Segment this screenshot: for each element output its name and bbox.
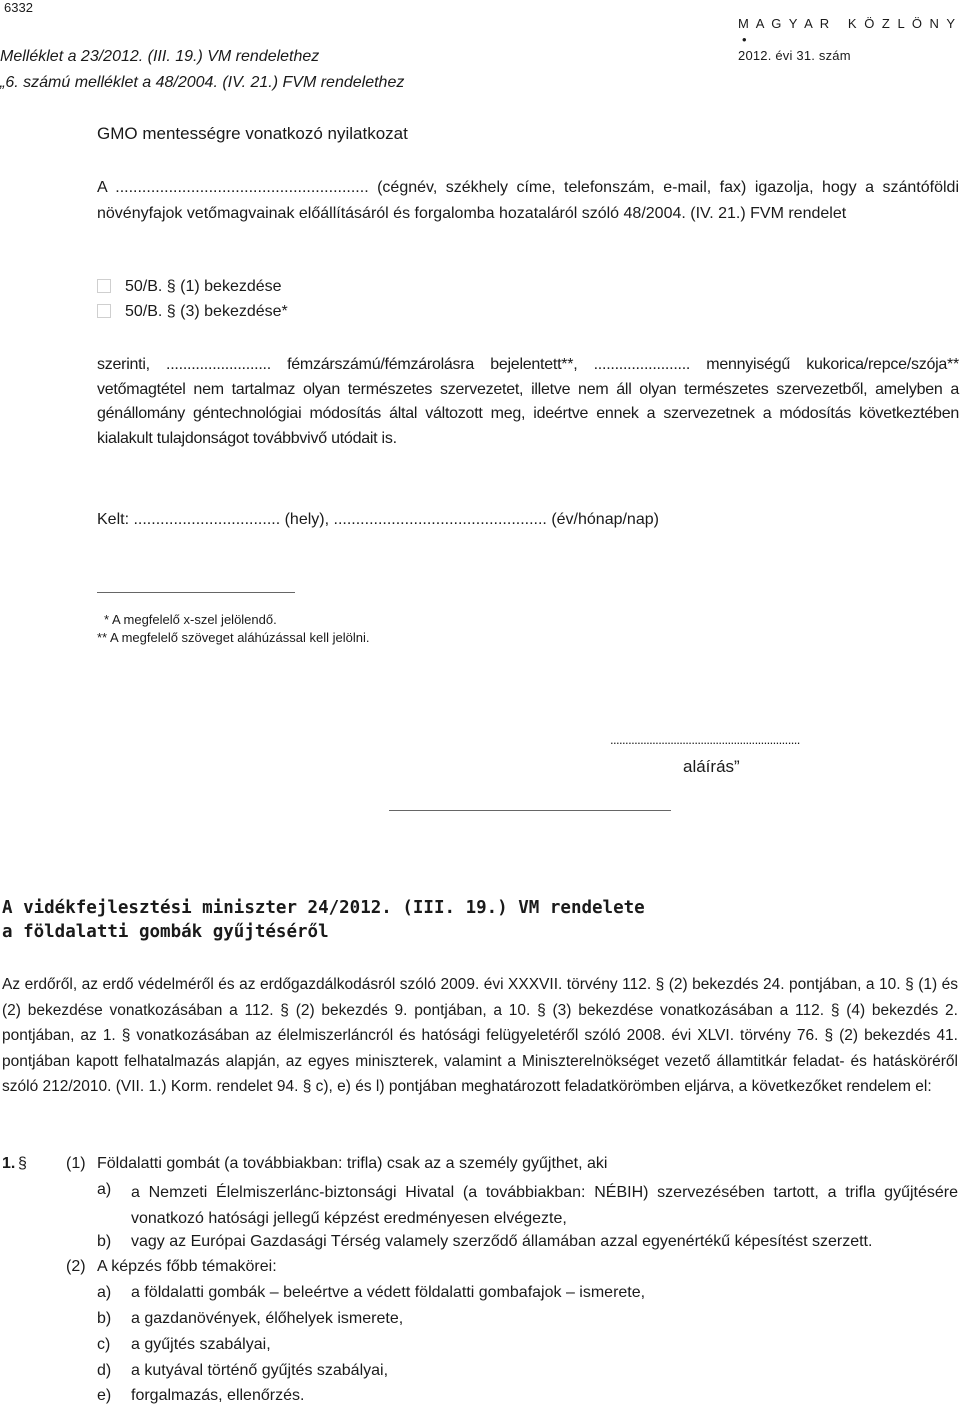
regulation-subtitle: a földalatti gombák gyűjtéséről (2, 922, 329, 942)
section-sign: § (18, 1155, 27, 1172)
signature-label: aláírás” (683, 757, 740, 776)
publication-name: M A G Y A R K Ö Z L Ö N Y (738, 16, 957, 31)
item-2c-letter: c) (97, 1336, 111, 1353)
option-2-label: 50/B. § (3) bekezdése* (125, 303, 288, 320)
signature-line: ............................................................... (610, 732, 800, 747)
item-2d-letter: d) (97, 1362, 112, 1379)
item-2a-letter: a) (97, 1284, 112, 1301)
item-2c-text: a gyűjtés szabályai, (131, 1336, 271, 1353)
annex-reference: Melléklet a 23/2012. (III. 19.) VM rendelethez (0, 48, 320, 65)
item-1a-letter: a) (97, 1181, 112, 1198)
footnote-1: * A megfelelő x-szel jelölendő. (104, 612, 277, 627)
item-2e-letter: e) (97, 1387, 112, 1404)
declaration-intro: A ......................................................... (cégnév, székhely címe, telefonszám, e-mail, fax) igazolja, hogy a szántóföldi növényfajok vetőmagvainak előállításáról és forgalomba hozataláról szóló 48/2004. (IV. 21.) FVM rendelet (97, 179, 959, 222)
option-1-label: 50/B. § (1) bekezdése (125, 278, 282, 295)
item-1b-text: vagy az Európai Gazdasági Térség valamely szerződő államában azzal egyenértékű képesítést szerzett. (131, 1233, 873, 1250)
paragraph-2-text: A képzés főbb témakörei: (97, 1258, 277, 1275)
item-2a-text: a földalatti gombák – beleértve a védett földalatti gombafajok – ismerete, (131, 1284, 646, 1301)
header-bullet: • (742, 32, 747, 47)
checkbox-option-2[interactable] (97, 304, 111, 318)
paragraph-2-number: (2) (66, 1258, 86, 1275)
option-row-1[interactable] (97, 277, 282, 297)
date-place-line: Kelt: ................................. (hely), ................................................ (év/hónap/nap) (97, 511, 659, 528)
item-2b-text: a gazdanövények, élőhelyek ismerete, (131, 1310, 404, 1327)
paragraph-1-number: (1) (66, 1155, 86, 1172)
option-row-2[interactable] (97, 302, 288, 322)
item-2e-text: forgalmazás, ellenőrzés. (131, 1387, 305, 1404)
declaration-title: GMO mentességre vonatkozó nyilatkozat (97, 124, 408, 143)
footnote-separator (97, 592, 295, 593)
section-separator (389, 810, 671, 811)
page-number: 6332 (4, 0, 33, 15)
footnote-2: ** A megfelelő szöveget aláhúzással kell jelölni. (97, 630, 370, 645)
declaration-body: szerinti, ......................... fémzárszámú/fémzárolásra bejelentett**, ....................... mennyiségű kukorica/repce/szója** vetőmagtétel nem tartalmaz olyan természetes szervezetet, illetve nem áll olyan természetes szervezetből, amelyben a génállomány géntechnológiai módosítás által változott meg, ideértve ennek a szervezetnek a módosítás következtében kialakult tulajdonságot továbbvivő utódait is. (97, 356, 959, 447)
item-1a-text: a Nemzeti Élelmiszerlánc-biztonsági Hivatal (a továbbiakban: NÉBIH) szervezésében tartott, a trifla gyűjtésére vonatkozó hatósági jellegű képzést eredményesen elvégezte, (131, 1184, 958, 1227)
section-number: 1. (2, 1155, 16, 1172)
regulation-title: A vidékfejlesztési miniszter 24/2012. (III. 19.) VM rendelete (2, 898, 645, 918)
paragraph-1-text: Földalatti gombát (a továbbiakban: trifla) csak az a személy gyűjthet, aki (97, 1155, 608, 1172)
regulation-preamble: Az erdőről, az erdő védelméről és az erdőgazdálkodásról szóló 2009. évi XXXVII. törvény 112. § (2) bekezdés 24. pontjában, a 10. § (1) és (2) bekezdése vonatkozásában a 112. § (2) bekezdés 9. pontjában, a 10. § (3) bekezdése vonatkozásában a 112. § (4) bekezdés 2. pontjában, az 1. § vonatkozásában az élelmiszerláncról és hatósági felügyeletéről szóló 2008. évi XLVI. törvény 76. § (2) bekezdés 41. pontjában kapott felhatalmazás alapján, az egyes miniszterek, valamint a Miniszterelnökséget vezető államtitkár feladat- és hatásköréről szóló 212/2010. (VII. 1.) Korm. rendelet 94. § c), e) és l) pontjában meghatározott feladatkörömben eljárva, a következőket rendelem el: (2, 976, 958, 1095)
issue-label: 2012. évi 31. szám (738, 48, 851, 63)
checkbox-option-1[interactable] (97, 279, 111, 293)
running-header (730, 0, 957, 64)
item-2b-letter: b) (97, 1310, 112, 1327)
item-2d-text: a kutyával történő gyűjtés szabályai, (131, 1362, 389, 1379)
item-1b-letter: b) (97, 1233, 112, 1250)
annex-reference-original: „6. számú melléklet a 48/2004. (IV. 21.) FVM rendelethez (0, 74, 405, 91)
